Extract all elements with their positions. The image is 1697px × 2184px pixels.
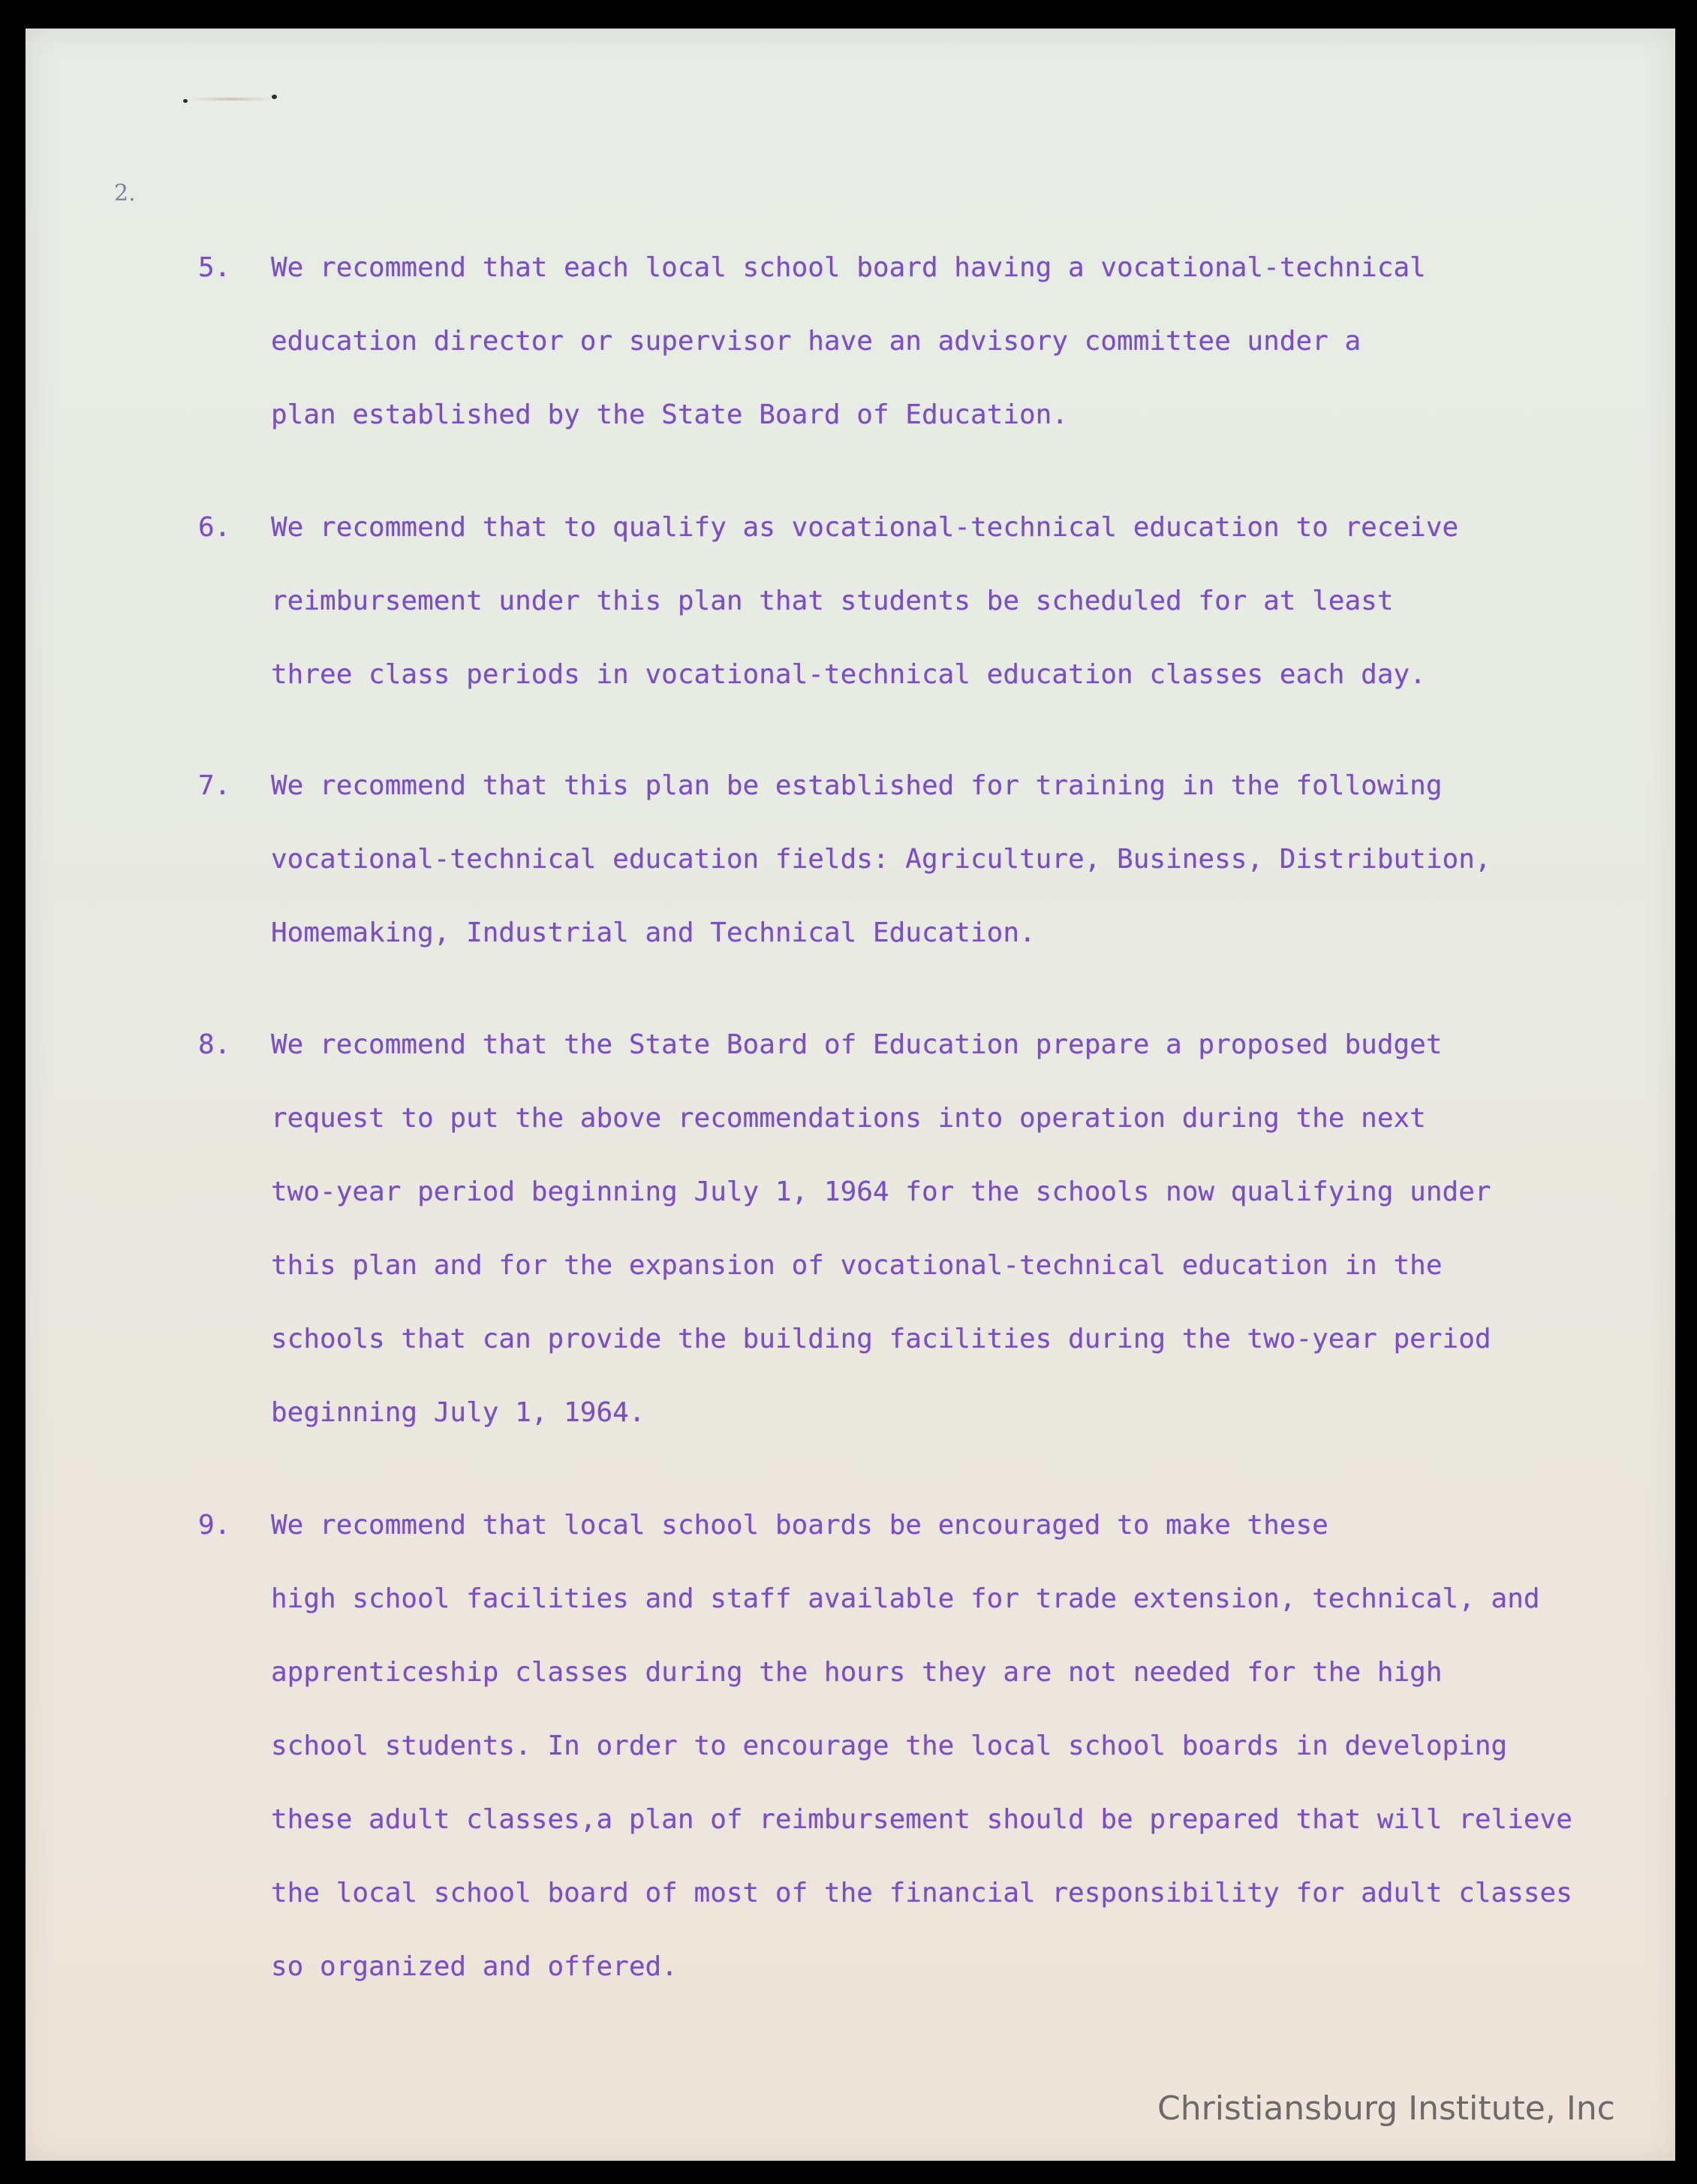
item-line: two-year period beginning July 1, 1964 for the schools now qualifying under	[271, 1176, 1491, 1207]
watermark: Christiansburg Institute, Inc	[1157, 2089, 1615, 2128]
item-line: vocational-technical education fields: Agriculture, Business, Distribution,	[271, 844, 1491, 875]
item-line: We recommend that to qualify as vocational-technical education to receive	[271, 512, 1459, 543]
item-line: this plan and for the expansion of vocational-technical education in the	[271, 1250, 1443, 1281]
item-line: Homemaking, Industrial and Technical Education.	[271, 917, 1036, 948]
item-line: beginning July 1, 1964.	[271, 1397, 645, 1428]
item-number: 7.	[198, 770, 231, 801]
item-line: We recommend that this plan be established for training in the following	[271, 770, 1443, 801]
item-line: school students. In order to encourage the local school boards in developing	[271, 1731, 1508, 1761]
item-line: apprenticeship classes during the hours they are not needed for the high	[271, 1657, 1443, 1688]
item-line: plan established by the State Board of Education.	[271, 399, 1069, 430]
item-line: We recommend that the State Board of Education prepare a proposed budget	[271, 1029, 1443, 1060]
item-line: We recommend that each local school board having a vocational-technical	[271, 252, 1426, 283]
item-line: so organized and offered.	[271, 1951, 678, 1982]
item-number: 8.	[198, 1029, 231, 1060]
item-line: these adult classes,a plan of reimbursement should be prepared that will relieve	[271, 1804, 1572, 1835]
item-line: reimbursement under this plan that students be scheduled for at least	[271, 586, 1394, 616]
item-number: 6.	[198, 512, 231, 543]
item-number: 9.	[198, 1510, 231, 1541]
item-line: three class periods in vocational-technical education classes each day.	[271, 659, 1426, 690]
ink-smudge	[183, 95, 281, 105]
item-line: schools that can provide the building facilities during the two-year period	[271, 1324, 1491, 1354]
item-number: 5.	[198, 252, 231, 283]
item-line: We recommend that local school boards be encouraged to make these	[271, 1510, 1328, 1541]
item-line: request to put the above recommendations into operation during the next	[271, 1103, 1426, 1134]
item-line: the local school board of most of the financial responsibility for adult classes	[271, 1878, 1572, 1908]
page-number: 2.	[114, 180, 136, 206]
document-page	[26, 29, 1675, 2161]
item-line: education director or supervisor have an advisory committee under a	[271, 326, 1362, 357]
item-line: high school facilities and staff available for trade extension, technical, and	[271, 1583, 1540, 1614]
